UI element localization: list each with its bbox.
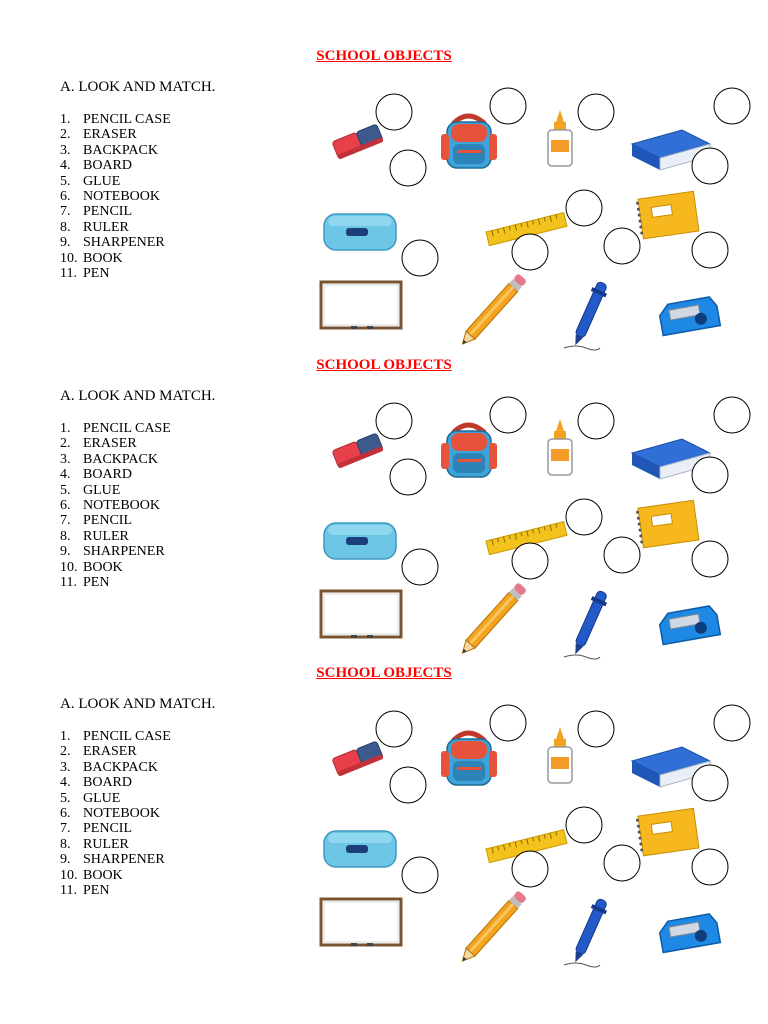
item-label: PEN — [83, 575, 110, 591]
item-number: 10. — [60, 250, 78, 266]
sharpener-icon — [658, 605, 720, 645]
eraser-icon — [332, 433, 384, 469]
notebook-icon — [635, 191, 698, 239]
item-number: 5. — [60, 482, 71, 498]
pen-scribble — [564, 963, 600, 967]
list-item — [60, 775, 171, 790]
pencil-icon — [458, 273, 527, 348]
list-item — [60, 729, 171, 744]
item-label: BACKPACK — [83, 451, 158, 467]
pencil-icon — [458, 582, 527, 657]
item-number: 4. — [60, 158, 71, 174]
answer-circle[interactable] — [376, 403, 412, 439]
answer-circle[interactable] — [714, 88, 750, 124]
list-item — [60, 498, 171, 513]
list-item — [60, 251, 171, 266]
item-number: 4. — [60, 775, 71, 791]
list-item — [60, 791, 171, 806]
item-label: RULER — [83, 836, 129, 852]
item-label: BOOK — [83, 250, 123, 266]
answer-circle[interactable] — [402, 857, 438, 893]
answer-circle[interactable] — [512, 543, 548, 579]
list-item — [60, 204, 171, 219]
item-number: 8. — [60, 528, 71, 544]
item-number: 1. — [60, 729, 71, 744]
item-number: 6. — [60, 806, 71, 822]
pen-icon — [568, 280, 610, 349]
item-label: RULER — [83, 528, 129, 544]
answer-circle[interactable] — [566, 499, 602, 535]
answer-circle[interactable] — [692, 849, 728, 885]
answer-circle[interactable] — [390, 459, 426, 495]
answer-circle[interactable] — [692, 457, 728, 493]
pencil-icon — [458, 890, 527, 965]
list-item — [60, 883, 171, 898]
eraser-icon — [332, 741, 384, 777]
list-item — [60, 513, 171, 528]
pen-scribble — [564, 346, 600, 350]
picture-grid — [318, 709, 758, 959]
item-label: GLUE — [83, 790, 121, 806]
item-label: BOARD — [83, 775, 133, 791]
list-item — [60, 529, 171, 544]
answer-circle[interactable] — [578, 711, 614, 747]
item-label: NOTEBOOK — [83, 189, 160, 205]
answer-circle[interactable] — [402, 240, 438, 276]
vocabulary-list — [60, 112, 171, 281]
item-number: 2. — [60, 436, 71, 452]
item-label: PENCIL CASE — [83, 112, 171, 127]
list-item — [60, 483, 171, 498]
item-number: 7. — [60, 513, 71, 529]
item-label: BOARD — [83, 158, 133, 174]
backpack-icon — [441, 116, 497, 168]
worksheet-title: SCHOOL OBJECTS — [316, 48, 452, 64]
list-item — [60, 266, 171, 281]
item-number: 6. — [60, 498, 71, 514]
item-label: NOTEBOOK — [83, 806, 160, 822]
item-label: PENCIL CASE — [83, 729, 171, 744]
item-number: 9. — [60, 544, 71, 560]
worksheet-section — [0, 48, 768, 356]
list-item — [60, 837, 171, 852]
answer-circle[interactable] — [390, 150, 426, 186]
worksheet-section — [0, 665, 768, 973]
list-item — [60, 436, 171, 451]
item-number: 7. — [60, 204, 71, 220]
list-item — [60, 806, 171, 821]
list-item — [60, 744, 171, 759]
answer-circle[interactable] — [390, 767, 426, 803]
sharpener-icon — [658, 296, 720, 336]
item-label: ERASER — [83, 127, 137, 143]
list-item — [60, 127, 171, 142]
list-item — [60, 544, 171, 559]
item-number: 3. — [60, 759, 71, 775]
item-number: 11. — [60, 883, 77, 899]
item-number: 1. — [60, 421, 71, 436]
list-item — [60, 467, 171, 482]
item-number: 2. — [60, 127, 71, 143]
item-label: SHARPENER — [83, 544, 165, 560]
item-number: 9. — [60, 852, 71, 868]
item-number: 3. — [60, 142, 71, 158]
answer-circle[interactable] — [604, 228, 640, 264]
item-label: NOTEBOOK — [83, 498, 160, 514]
item-label: ERASER — [83, 436, 137, 452]
answer-circle[interactable] — [604, 845, 640, 881]
answer-circle[interactable] — [490, 88, 526, 124]
list-item — [60, 235, 171, 250]
backpack-icon — [441, 733, 497, 785]
answer-circle[interactable] — [604, 537, 640, 573]
answer-circle[interactable] — [566, 190, 602, 226]
item-label: BOOK — [83, 867, 123, 883]
answer-circle[interactable] — [692, 541, 728, 577]
item-number: 7. — [60, 821, 71, 837]
instruction-text: A. LOOK AND MATCH. — [60, 79, 216, 95]
list-item — [60, 174, 171, 189]
vocabulary-list — [60, 421, 171, 590]
item-number: 11. — [60, 266, 77, 282]
instruction-text: A. LOOK AND MATCH. — [60, 388, 216, 404]
board-icon — [321, 282, 401, 329]
answer-circle[interactable] — [714, 397, 750, 433]
glue-icon — [548, 419, 572, 475]
answer-circle[interactable] — [566, 807, 602, 843]
picture-grid — [318, 401, 758, 651]
answer-circle[interactable] — [714, 705, 750, 741]
board-icon — [321, 899, 401, 946]
answer-circle[interactable] — [578, 94, 614, 130]
answer-circle[interactable] — [402, 549, 438, 585]
item-number: 4. — [60, 467, 71, 483]
notebook-icon — [635, 808, 698, 856]
answer-circle[interactable] — [692, 232, 728, 268]
worksheet-section — [0, 357, 768, 665]
item-number: 5. — [60, 173, 71, 189]
list-item — [60, 220, 171, 235]
item-number: 5. — [60, 790, 71, 806]
list-item — [60, 560, 171, 575]
item-label: SHARPENER — [83, 852, 165, 868]
picture-grid — [318, 92, 758, 342]
worksheet-title: SCHOOL OBJECTS — [316, 357, 452, 373]
list-item — [60, 760, 171, 775]
list-item — [60, 868, 171, 883]
item-number: 2. — [60, 744, 71, 760]
item-label: PEN — [83, 883, 110, 899]
answer-circle[interactable] — [512, 851, 548, 887]
item-label: PEN — [83, 266, 110, 282]
item-number: 11. — [60, 575, 77, 591]
item-label: ERASER — [83, 744, 137, 760]
item-label: PENCIL CASE — [83, 421, 171, 436]
list-item — [60, 112, 171, 127]
pencil-case-icon — [324, 214, 396, 250]
item-label: PENCIL — [83, 513, 132, 529]
sharpener-icon — [658, 913, 720, 953]
pen-icon — [568, 589, 610, 658]
answer-circle[interactable] — [692, 148, 728, 184]
answer-circle[interactable] — [512, 234, 548, 270]
pencil-case-icon — [324, 831, 396, 867]
item-label: BOOK — [83, 559, 123, 575]
item-number: 8. — [60, 219, 71, 235]
answer-circle[interactable] — [376, 94, 412, 130]
glue-icon — [548, 727, 572, 783]
pencil-case-icon — [324, 523, 396, 559]
item-number: 9. — [60, 235, 71, 251]
pen-scribble — [564, 655, 600, 659]
item-label: GLUE — [83, 482, 121, 498]
notebook-icon — [635, 500, 698, 548]
item-label: BACKPACK — [83, 759, 158, 775]
answer-circle[interactable] — [578, 403, 614, 439]
item-number: 10. — [60, 559, 78, 575]
item-label: PENCIL — [83, 204, 132, 220]
worksheet-title: SCHOOL OBJECTS — [316, 665, 452, 681]
item-number: 6. — [60, 189, 71, 205]
list-item — [60, 421, 171, 436]
item-label: RULER — [83, 219, 129, 235]
glue-icon — [548, 110, 572, 166]
item-number: 8. — [60, 836, 71, 852]
vocabulary-list — [60, 729, 171, 898]
list-item — [60, 158, 171, 173]
item-number: 1. — [60, 112, 71, 127]
item-label: BOARD — [83, 467, 133, 483]
item-number: 10. — [60, 867, 78, 883]
pen-icon — [568, 897, 610, 966]
list-item — [60, 821, 171, 836]
eraser-icon — [332, 124, 384, 160]
board-icon — [321, 591, 401, 638]
item-label: PENCIL — [83, 821, 132, 837]
list-item — [60, 189, 171, 204]
instruction-text: A. LOOK AND MATCH. — [60, 696, 216, 712]
item-label: SHARPENER — [83, 235, 165, 251]
answer-circle[interactable] — [376, 711, 412, 747]
list-item — [60, 452, 171, 467]
list-item — [60, 575, 171, 590]
list-item — [60, 852, 171, 867]
item-number: 3. — [60, 451, 71, 467]
backpack-icon — [441, 425, 497, 477]
answer-circle[interactable] — [490, 705, 526, 741]
item-label: BACKPACK — [83, 142, 158, 158]
answer-circle[interactable] — [490, 397, 526, 433]
list-item — [60, 143, 171, 158]
answer-circle[interactable] — [692, 765, 728, 801]
item-label: GLUE — [83, 173, 121, 189]
